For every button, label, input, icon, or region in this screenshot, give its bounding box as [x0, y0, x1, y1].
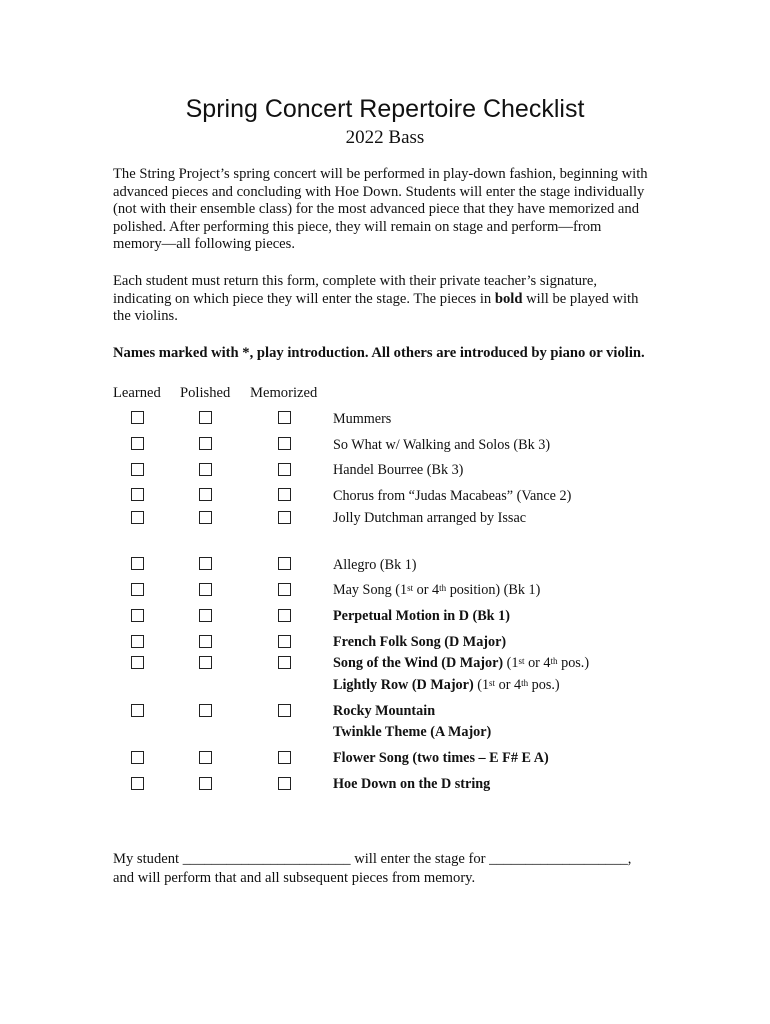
memorized-checkbox[interactable]	[278, 609, 291, 622]
piece-text: May Song (1	[333, 582, 408, 598]
page-subtitle: 2022 Bass	[345, 127, 425, 148]
memorized-checkbox[interactable]	[278, 635, 291, 648]
polished-checkbox[interactable]	[199, 583, 212, 596]
memorized-checkbox[interactable]	[278, 704, 291, 717]
page-title: Spring Concert Repertoire Checklist	[185, 95, 585, 123]
piece-text: pos.)	[528, 677, 560, 693]
polished-checkbox[interactable]	[199, 463, 212, 476]
entry-piece-blank[interactable]: ___________________	[489, 851, 628, 867]
memorized-checkbox[interactable]	[278, 437, 291, 450]
memorized-checkbox[interactable]	[278, 463, 291, 476]
piece-title: Perpetual Motion in D (Bk 1)	[333, 608, 510, 624]
learned-checkbox[interactable]	[131, 437, 144, 450]
piece-text: pos.)	[557, 655, 590, 671]
piece-title: French Folk Song (D Major)	[333, 634, 507, 650]
piece-text-bold: Lightly Row (D Major)	[333, 677, 474, 693]
piece-text: (1	[503, 655, 519, 671]
learned-checkbox[interactable]	[131, 583, 144, 596]
learned-checkbox[interactable]	[131, 463, 144, 476]
piece-title: Twinkle Theme (A Major)	[333, 724, 492, 740]
memorized-checkbox[interactable]	[278, 488, 291, 501]
column-header-learned: Learned	[113, 385, 161, 401]
memorized-checkbox[interactable]	[278, 411, 291, 424]
learned-checkbox[interactable]	[131, 635, 144, 648]
polished-checkbox[interactable]	[199, 656, 212, 669]
ordinal-suffix: th	[439, 583, 447, 593]
learned-checkbox[interactable]	[131, 751, 144, 764]
student-entry-line	[113, 850, 673, 868]
piece-title: Mummers	[333, 411, 392, 427]
piece-text: (1	[473, 677, 490, 693]
instructions-bold-word: bold	[494, 290, 523, 307]
polished-checkbox[interactable]	[199, 557, 212, 570]
ordinal-suffix: st	[407, 583, 414, 593]
polished-checkbox[interactable]	[199, 777, 212, 790]
memorized-checkbox[interactable]	[278, 777, 291, 790]
piece-text: or 4	[413, 582, 440, 598]
polished-checkbox[interactable]	[199, 704, 212, 717]
student-name-blank[interactable]: _______________________	[182, 851, 351, 867]
piece-title: Flower Song (two times – E F# E A)	[333, 750, 549, 766]
instructions-text-after: will be played with the violins.	[113, 290, 639, 325]
instructions-paragraph	[113, 273, 648, 326]
polished-checkbox[interactable]	[199, 635, 212, 648]
sig-text: will enter the stage for	[350, 851, 490, 867]
ordinal-suffix: th	[550, 656, 558, 666]
memorized-checkbox[interactable]	[278, 557, 291, 570]
learned-checkbox[interactable]	[131, 704, 144, 717]
piece-text-bold: Song of the Wind (D Major)	[333, 655, 504, 671]
piece-title: So What w/ Walking and Solos (Bk 3)	[333, 437, 551, 453]
learned-checkbox[interactable]	[131, 488, 144, 501]
introduction-note: Names marked with *, play introduction. All others are introduced by piano or violin.	[113, 345, 645, 361]
polished-checkbox[interactable]	[199, 751, 212, 764]
piece-title	[333, 654, 589, 672]
piece-title: Jolly Dutchman arranged by Issac	[333, 510, 527, 526]
piece-title: Allegro (Bk 1)	[333, 557, 417, 573]
memorized-checkbox[interactable]	[278, 511, 291, 524]
sig-text: ,	[627, 851, 632, 867]
column-header-polished: Polished	[180, 385, 231, 401]
instructions-text-before: Each student must return this form, complete with their private teacher’s signature, indicating on which piece they will enter the stage. The pieces in	[113, 273, 598, 307]
polished-checkbox[interactable]	[199, 511, 212, 524]
ordinal-suffix: st	[489, 678, 496, 688]
piece-title	[333, 581, 540, 599]
polished-checkbox[interactable]	[199, 437, 212, 450]
memory-statement: and will perform that and all subsequent pieces from memory.	[113, 870, 476, 886]
learned-checkbox[interactable]	[131, 777, 144, 790]
piece-text: or 4	[524, 655, 551, 671]
column-header-memorized: Memorized	[250, 385, 318, 401]
piece-title: Chorus from “Judas Macabeas” (Vance 2)	[333, 488, 572, 504]
piece-text: or 4	[495, 677, 522, 693]
memorized-checkbox[interactable]	[278, 751, 291, 764]
polished-checkbox[interactable]	[199, 609, 212, 622]
ordinal-suffix: st	[518, 656, 525, 666]
polished-checkbox[interactable]	[199, 411, 212, 424]
ordinal-suffix: th	[521, 678, 529, 688]
memorized-checkbox[interactable]	[278, 656, 291, 669]
intro-paragraph: The String Project’s spring concert will be performed in play-down fashion, beginning with advanced pieces and concluding with Hoe Down. Students will enter the stage individually (not with their ensemble class) for the most advanced piece that they have memorized and polished. After performing this piece, they will remain on stage and perform—from memory—all following pieces.	[113, 166, 648, 253]
learned-checkbox[interactable]	[131, 609, 144, 622]
memorized-checkbox[interactable]	[278, 583, 291, 596]
learned-checkbox[interactable]	[131, 411, 144, 424]
sig-text: My student	[113, 851, 183, 867]
learned-checkbox[interactable]	[131, 557, 144, 570]
polished-checkbox[interactable]	[199, 488, 212, 501]
piece-title: Handel Bourree (Bk 3)	[333, 462, 464, 478]
piece-title: Rocky Mountain	[333, 703, 436, 719]
piece-title: Hoe Down on the D string	[333, 776, 491, 792]
piece-text: position) (Bk 1)	[446, 582, 541, 598]
learned-checkbox[interactable]	[131, 511, 144, 524]
learned-checkbox[interactable]	[131, 656, 144, 669]
piece-title	[333, 676, 560, 694]
